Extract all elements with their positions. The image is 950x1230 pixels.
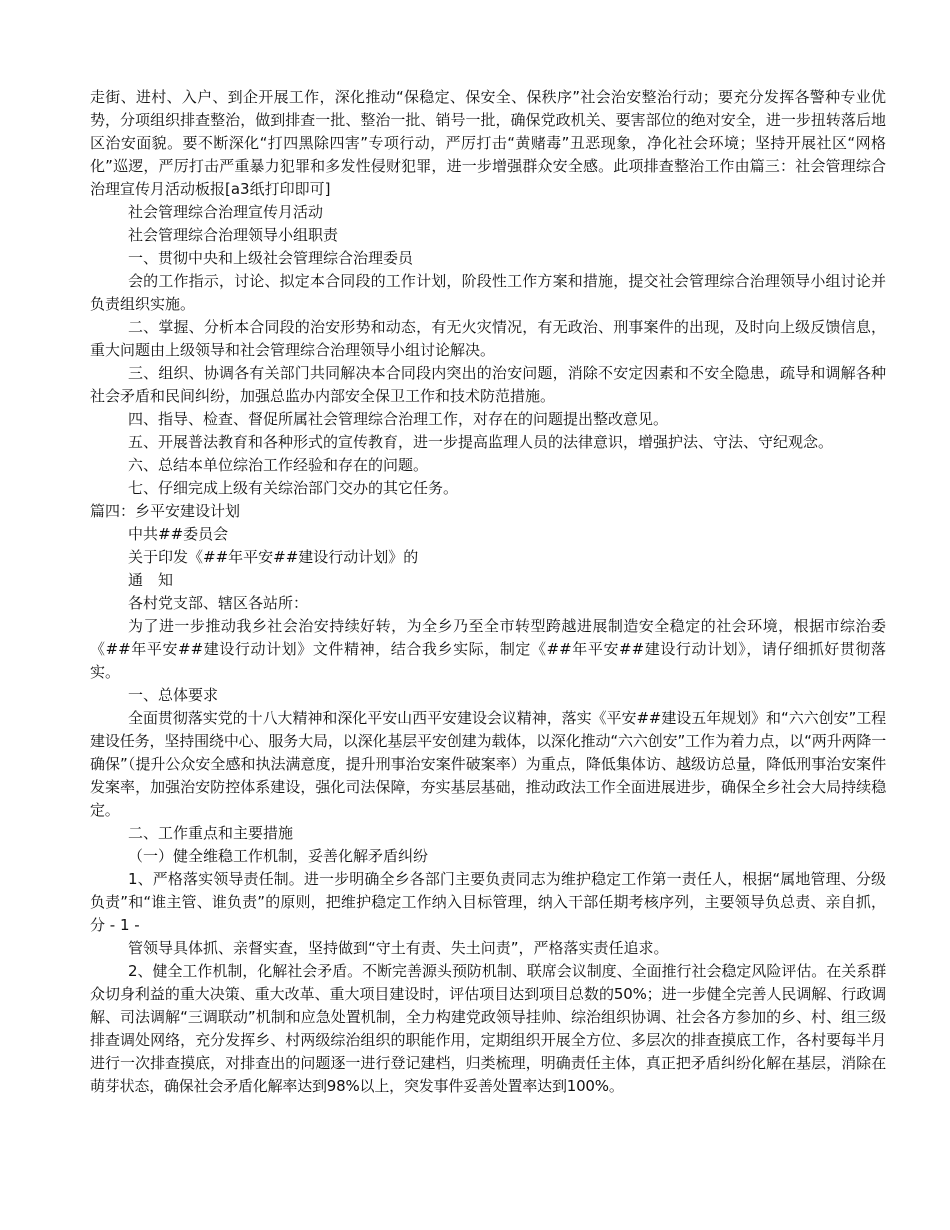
- duty-item-7: 七、仔细完成上级有关综治部门交办的其它任务。: [128, 479, 459, 497]
- heading-duties: 社会管理综合治理领导小组职责: [128, 226, 339, 244]
- issuer-line: 中共##委员会: [128, 525, 229, 543]
- paragraph-continuation: 走街、进村、入户、到企开展工作，深化推动“保稳定、保安全、保秩序”社会治安整治行动；要充分发挥各警种专业优势，分项组织排查整治，做到排查一批、整治一批、销号一批，确保党政机关、要害部位的绝对安全，进一步扭转落后地区治安面貌。要不断深化“打四黑除四害”专项行动，严厉打击“黄赌毒”丑恶现象，净化社会环境；坚持开展社区“网格化”巡逻，严厉打击严重暴力犯罪和多发性侵财犯罪，进一步增强群众安全感。此项排查整治工作由篇三：社会管理综合治理宣传月活动板报[a3纸打印即可]: [90, 88, 886, 198]
- general-requirements-body: 全面贯彻落实党的十八大精神和深化平安山西平安建设会议精神，落实《平安##建设五年规划》和“六六创安”工程建设任务，坚持围绕中心、服务大局，以深化基层平安创建为载体，以深化推动“六六创安”工作为着力点，以“两升两降一确保”（提升公众安全感和执法满意度，提升刑事治安案件破案率）为重点，降低集体访、越级访总量，降低刑事治安案件发案率，加强治安防控体系建设，强化司法保障，夯实基层基础，推动政法工作全面进展进步，确保全乡社会大局持续稳定。: [90, 709, 886, 819]
- measure-2: 2、健全工作机制，化解社会矛盾。不断完善源头预防机制、联席会议制度、全面推行社会稳定风险评估。在关系群众切身利益的重大决策、重大改革、重大项目建设时，评估项目达到项目总数的50%；进一步健全完善人民调解、行政调解、司法调解“三调联动”机制和应急处置机制，全力构建党政领导挂帅、综治组织协调、社会各方参加的乡、村、组三级排查调处网络，充分发挥乡、村两级综治组织的职能作用，定期组织开展全方位、多层次的排查摸底工作，各村要每半月进行一次排查摸底，对排查出的问题逐一进行登记建档，归类梳理，明确责任主体，真正把矛盾纠纷化解在基层，消除在萌芽状态，确保社会矛盾化解率达到98%以上，突发事件妥善处置率达到100%。: [90, 962, 886, 1095]
- heading-campaign: 社会管理综合治理宣传月活动: [128, 203, 324, 221]
- notice-title: 关于印发《##年平安##建设行动计划》的: [128, 548, 419, 566]
- duty-item-5: 五、开展普法教育和各种形式的宣传教育，进一步提高监理人员的法律意识，增强护法、守法、守纪观念。: [128, 433, 834, 451]
- duty-item-2: 二、掌握、分析本合同段的治安形势和动态，有无火灾情况，有无政治、刑事案件的出现，及时向上级反馈信息，重大问题由上级领导和社会管理综合治理领导小组讨论解决。: [90, 318, 886, 359]
- heading-key-work: 二、工作重点和主要措施: [128, 824, 294, 842]
- recipients-line: 各村党支部、辖区各站所：: [128, 594, 309, 612]
- duty-item-1-start: 一、贯彻中央和上级社会管理综合治理委员: [128, 249, 414, 267]
- section-heading-part4: 篇四：乡平安建设计划: [90, 502, 241, 520]
- notice-word: 通 知: [128, 571, 174, 589]
- intro-paragraph: 为了进一步推动我乡社会治安持续好转，为全乡乃至全市转型跨越进展制造安全稳定的社会环境，根据市综治委《##年平安##建设行动计划》文件精神，结合我乡实际，制定《##年平安##建设行动计划》，请仔细抓好贯彻落实。: [90, 617, 886, 681]
- duty-item-1-cont: 会的工作指示，讨论、拟定本合同段的工作计划，阶段性工作方案和措施，提交社会管理综合治理领导小组讨论并负责组织实施。: [90, 272, 886, 313]
- duty-item-6: 六、总结本单位综治工作经验和存在的问题。: [128, 456, 429, 474]
- heading-general-requirements: 一、总体要求: [128, 686, 219, 704]
- measure-1: 1、严格落实领导责任制。进一步明确全乡各部门主要负责同志为维护稳定工作第一责任人，根据“属地管理、分级负责”和“谁主管、谁负责”的原则，把维护稳定工作纳入目标管理，纳入干部任期考核序列，主要领导负总责、亲自抓，分 - 1 -: [90, 870, 886, 934]
- duty-item-3: 三、组织、协调各有关部门共同解决本合同段内突出的治安问题，消除不安定因素和不安全隐患，疏导和调解各种社会矛盾和民间纠纷，加强总监办内部安全保卫工作和技术防范措施。: [90, 364, 886, 405]
- measure-1-cont: 管领导具体抓、亲督实查，坚持做到“守土有责、失土问责”，严格落实责任追求。: [128, 939, 669, 957]
- subheading-stability: （一）健全维稳工作机制，妥善化解矛盾纠纷: [128, 847, 429, 865]
- duty-item-4: 四、指导、检查、督促所属社会管理综合治理工作，对存在的问题提出整改意见。: [128, 410, 669, 428]
